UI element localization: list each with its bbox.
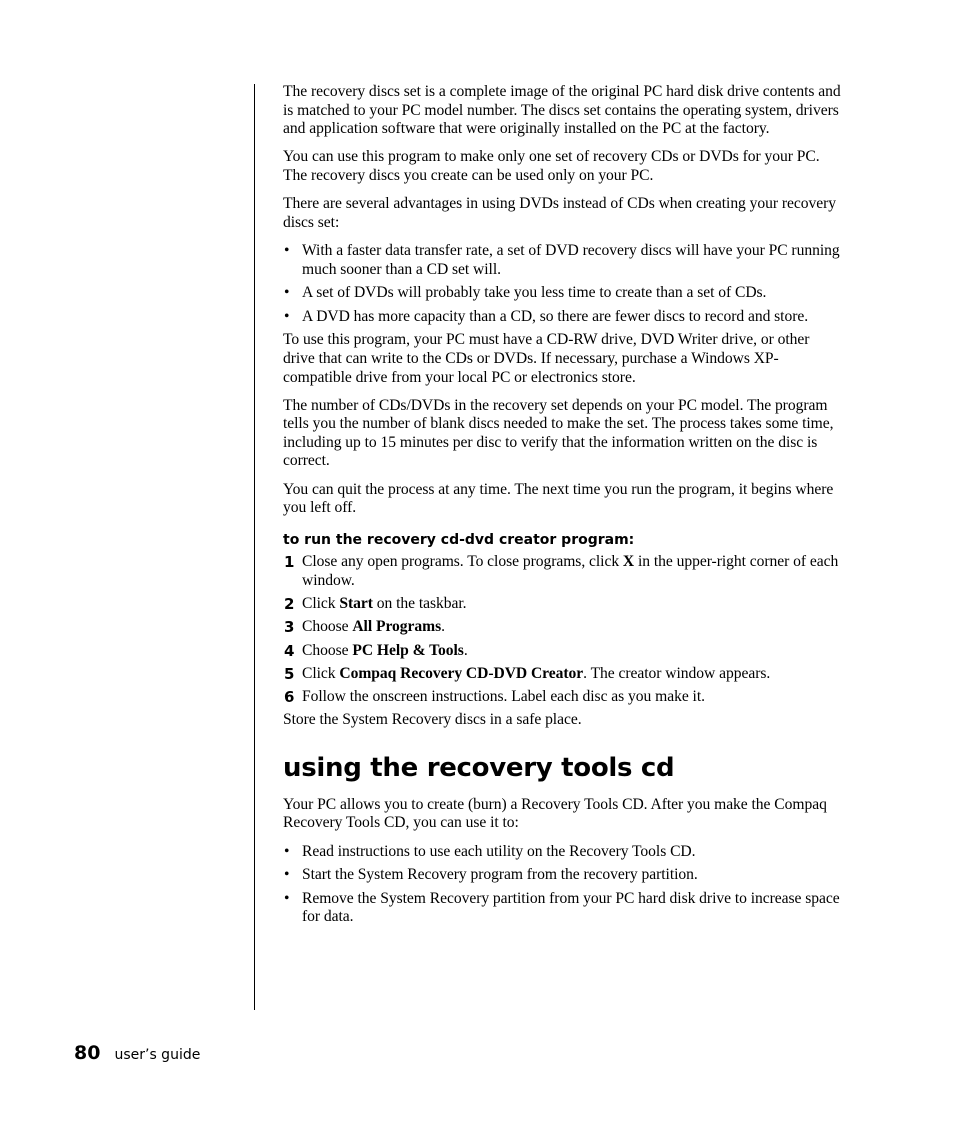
list-item: • A set of DVDs will probably take you less time to create than a set of CDs.	[284, 284, 767, 302]
step-item: 3 Choose All Programs.	[284, 618, 445, 637]
step-item: 4 Choose PC Help & Tools.	[284, 641, 468, 660]
list-item: • With a faster data transfer rate, a set of DVD recovery discs will have your PC running much sooner than a CD set will.	[284, 241, 840, 278]
list-item: • Read instructions to use each utility on the Recovery Tools CD.	[284, 842, 696, 860]
step-item: 2 Click Start on the taskbar.	[284, 595, 467, 614]
list-item: • Remove the System Recovery partition from your PC hard disk drive to increase space for data.	[284, 889, 840, 926]
tools-uses-list	[283, 843, 845, 927]
step-item: 6 Follow the onscreen instructions. Label each disc as you make it.	[284, 687, 705, 706]
page-content	[283, 83, 845, 932]
bullet-icon: •	[284, 889, 290, 907]
closing-note: Store the System Recovery discs in a safe place.	[283, 711, 582, 729]
step-number: 1	[284, 553, 295, 572]
bullet-icon: •	[284, 866, 290, 884]
list-item: • A DVD has more capacity than a CD, so there are fewer discs to record and store.	[284, 307, 809, 325]
intro-paragraph: The recovery discs set is a complete image of the original PC hard disk drive contents and is matched to your PC model number. The discs set contains the operating system, drivers and application software that were originally installed on the PC at the factory.	[283, 83, 841, 138]
body-paragraph: The number of CDs/DVDs in the recovery set depends on your PC model. The program tells you the number of blank discs needed to make the set. The process takes some time, including up to 15 minutes per disc to verify that the information written on the disc is correct.	[283, 396, 834, 470]
guide-label: user’s guide	[114, 1047, 201, 1063]
advantages-list	[283, 242, 845, 326]
list-item: • Start the System Recovery program from the recovery partition.	[284, 866, 698, 884]
step-number: 5	[284, 664, 295, 683]
step-item: 5 Click Compaq Recovery CD-DVD Creator. The creator window appears.	[284, 664, 771, 683]
step-number: 4	[284, 641, 295, 660]
section-intro: Your PC allows you to create (burn) a Recovery Tools CD. After you make the Compaq Recovery Tools CD, you can use it to:	[283, 795, 827, 832]
procedure-steps	[283, 553, 845, 706]
intro-paragraph: There are several advantages in using DVDs instead of CDs when creating your recovery discs set:	[283, 195, 837, 231]
body-paragraph: To use this program, your PC must have a CD-RW drive, DVD Writer drive, or other drive that can write to the CDs or DVDs. If necessary, purchase a Windows XP-compatible drive from your local PC or electronics store.	[283, 331, 810, 386]
bullet-icon: •	[284, 307, 290, 325]
step-item: 1 Close any open programs. To close programs, click X in the upper-right corner of each window.	[284, 553, 839, 590]
body-paragraph: You can quit the process at any time. The next time you run the program, it begins where you left off.	[283, 480, 834, 517]
bullet-icon: •	[284, 284, 290, 302]
step-number: 6	[284, 687, 295, 706]
section-heading: using the recovery tools cd	[283, 752, 675, 783]
step-number: 2	[284, 595, 295, 614]
margin-rule	[254, 84, 255, 1010]
step-number: 3	[284, 618, 295, 637]
procedure-heading: to run the recovery cd-dvd creator program:	[283, 531, 635, 548]
bullet-icon: •	[284, 241, 290, 259]
intro-paragraph: You can use this program to make only one set of recovery CDs or DVDs for your PC. The recovery discs you create can be used only on your PC.	[283, 148, 820, 184]
bullet-icon: •	[284, 842, 290, 860]
page-number: 80	[74, 1042, 101, 1064]
page-footer	[74, 1042, 200, 1064]
